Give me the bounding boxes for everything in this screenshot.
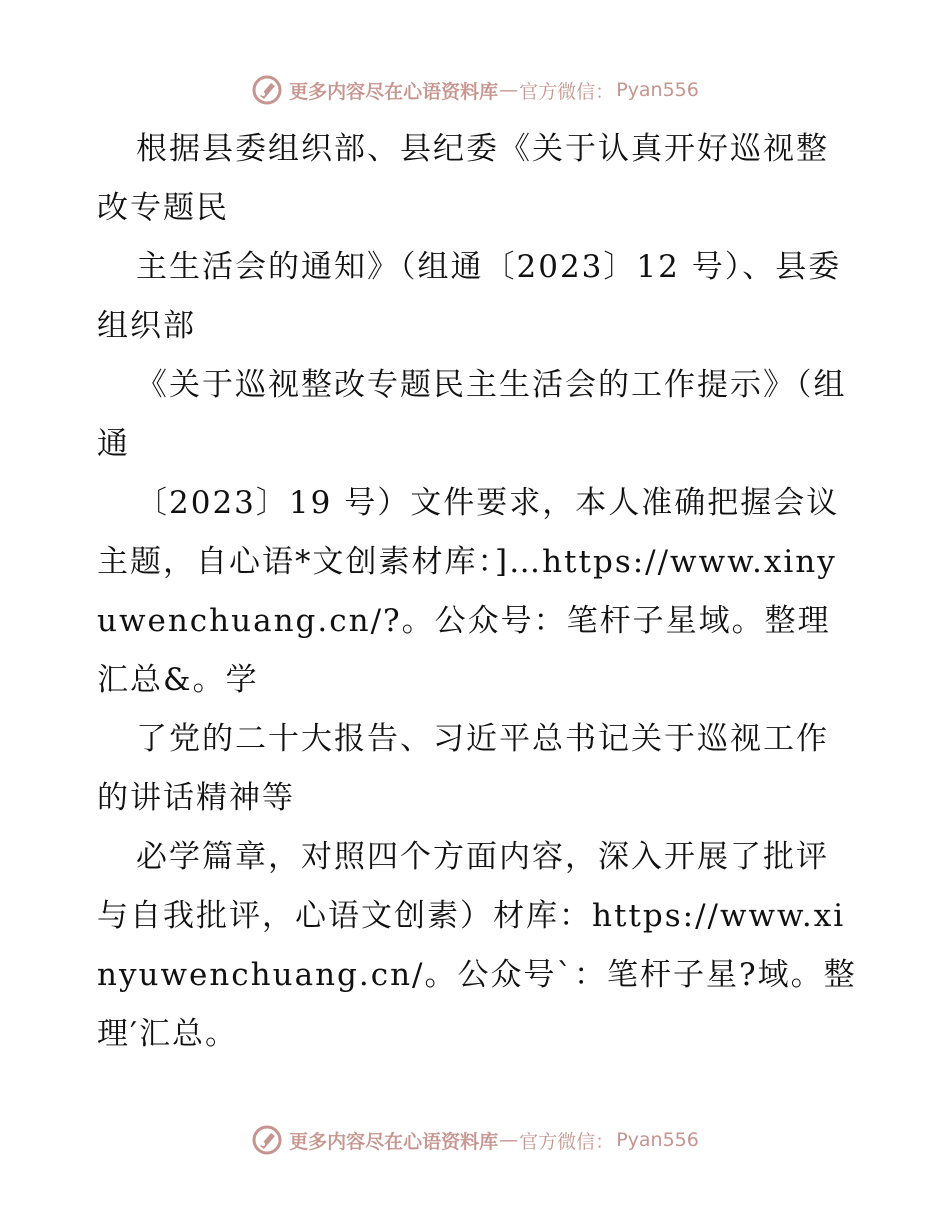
paragraph: 了党的二十大报告、习近平总书记关于巡视工作的讲话精神等 (97, 721, 829, 816)
paragraph: 必学篇章，对照四个方面内容，深入开展了批评与自我批评，心语文创素）材库：https://www.xinyuwenchuang.cn/。公众号`：笔杆子星?域。整理′汇总。 (97, 839, 857, 1052)
banner-main-text: 更多内容尽在心语资料库 (289, 80, 499, 103)
footer-watermark-banner (0, 1120, 950, 1160)
banner-separator: — (499, 79, 519, 101)
banner-separator: — (499, 1129, 519, 1151)
document-body (97, 120, 857, 1064)
banner-wechat-id: Pyan556 (616, 79, 699, 101)
paragraph: 主生活会的通知》（组通〔2023〕12 号）、县委组织部 (97, 249, 842, 344)
banner-main-text: 更多内容尽在心语资料库 (289, 1130, 499, 1153)
banner-wechat-label: 官方微信： (519, 1130, 615, 1153)
banner-wechat-label: 官方微信： (519, 80, 615, 103)
pen-logo-icon (251, 74, 283, 106)
pen-logo-icon (251, 1124, 283, 1156)
banner-wechat-id: Pyan556 (616, 1129, 699, 1151)
paragraph: 〔2023〕19 号）文件要求，本人准确把握会议主题，自心语*文创素材库：]…https://www.xinyuwenchuang.cn/?。公众号：笔杆子星域。整理汇总&。学 (97, 485, 840, 698)
header-watermark-banner (0, 70, 950, 110)
paragraph: 《关于巡视整改专题民主生活会的工作提示》（组通 (97, 367, 847, 462)
paragraph: 根据县委组织部、县纪委《关于认真开好巡视整改专题民 (97, 131, 829, 226)
